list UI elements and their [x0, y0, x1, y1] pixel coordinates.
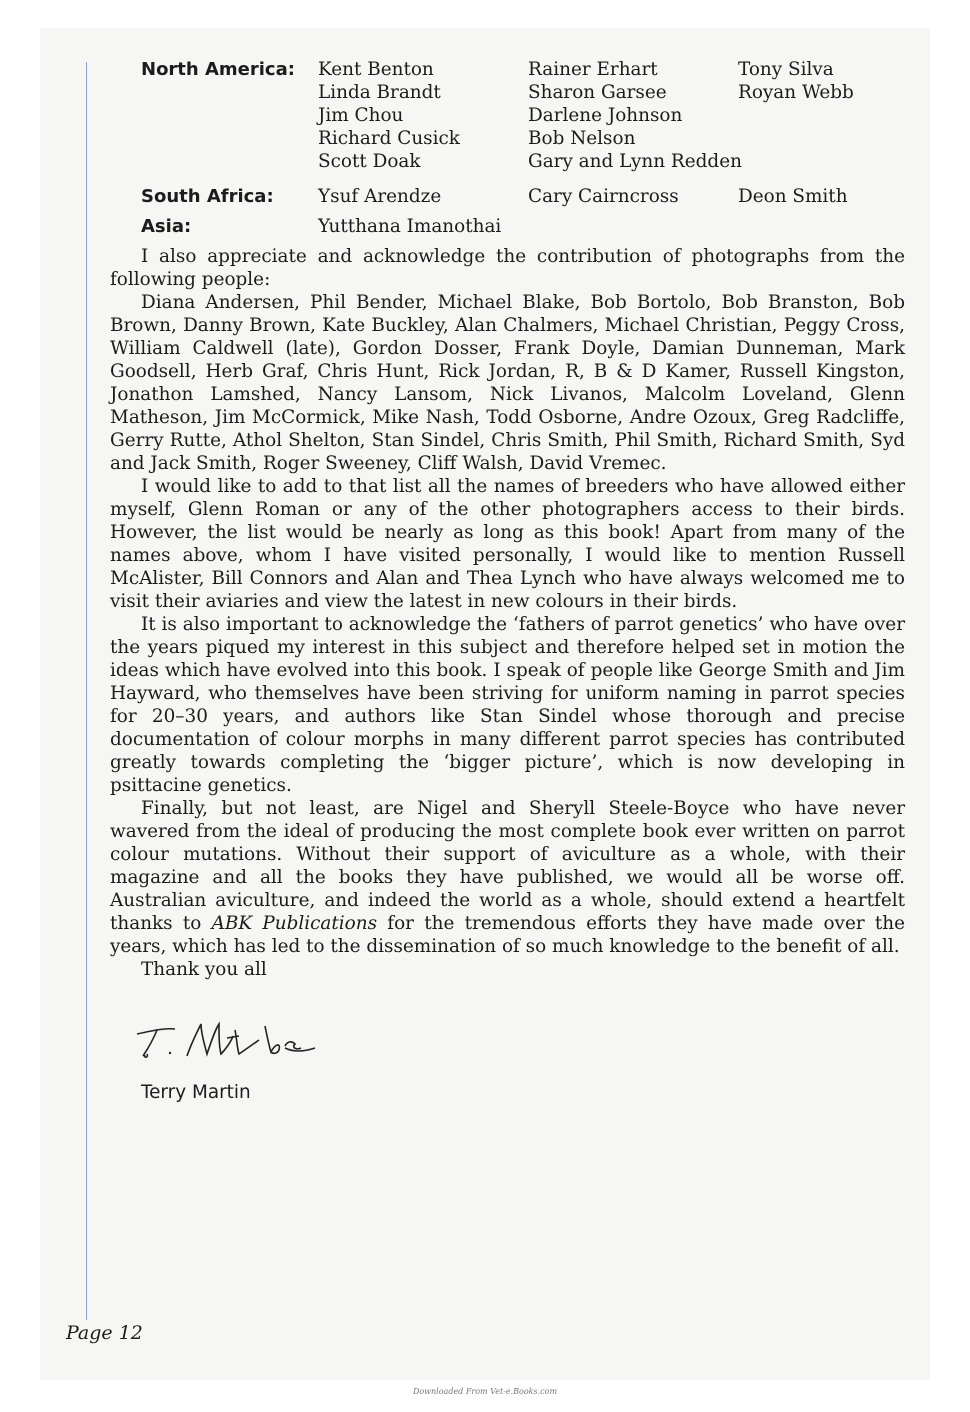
contributor-name: Richard Cusick — [318, 128, 460, 149]
contributor-name: Linda Brandt — [318, 82, 441, 103]
contributor-name: Cary Cairncross — [528, 186, 679, 207]
name-column — [528, 185, 738, 208]
margin-rule — [86, 62, 87, 1320]
publisher-name: ABK Publications — [211, 913, 378, 934]
region-label: Asia: — [141, 216, 192, 237]
name-column — [738, 58, 948, 173]
paragraph: I would like to add to that list all the names of breeders who have allowed either myself, Glenn Roman or any of the other photographers access to their birds. However, the list would be nearly as long as this book! Apart from many of the names above, whom I have visited personally, I would like to mention Russell McAlister, Bill Connors and Alan and Thea Lynch who have always welcomed me to visit their aviaries and view the latest in new colours in their birds. — [110, 476, 905, 612]
acknowledgements-body — [110, 58, 905, 981]
text-run: Finally, but not least, are Nigel and Sheryll Steele-Boyce who have never wavered from the ideal of producing the most complete book ever written on parrot colour mutations. Without their support of aviculture as a whole, with their magazine and all the books they have published, we would all be worse off. Australian aviculture, and indeed the world as a whole, should extend a heartfelt thanks to — [110, 798, 905, 934]
contributor-name: Kent Benton — [318, 59, 434, 80]
name-column — [318, 185, 528, 208]
paragraph: I also appreciate and acknowledge the contribution of photographs from the following people: — [110, 246, 905, 290]
paragraph: It is also important to acknowledge the ‘fathers of parrot genetics’ who have over the years piqued my interest in this subject and therefore helped set in motion the ideas which have evolved into this book. I speak of people like George Smith and Jim Hayward, who themselves have been striving for uniform naming in parrot species for 20–30 years, and authors like Stan Sindel whose thorough and precise documentation of colour morphs in many different parrot species has contributed greatly towards completing the ‘bigger picture’, which is now developing in psittacine genetics. — [110, 614, 905, 796]
contributor-name: Darlene Johnson — [528, 105, 683, 126]
contributor-name: Rainer Erhart — [528, 59, 658, 80]
region-asia — [110, 215, 905, 238]
region-names — [318, 58, 948, 173]
contributor-name: Gary and Lynn Redden — [528, 151, 742, 172]
name-column — [318, 215, 528, 238]
paragraph-final — [110, 797, 905, 958]
contributor-name: Tony Silva — [738, 59, 834, 80]
contributor-name: Ysuf Arendze — [318, 186, 442, 207]
region-label: South Africa: — [141, 186, 274, 207]
contributor-name: Bob Nelson — [528, 128, 636, 149]
contributor-name: Deon Smith — [738, 186, 848, 207]
author-name: Terry Martin — [141, 1082, 251, 1103]
page-number: Page 12 — [66, 1322, 143, 1344]
closing-line: Thank you all — [141, 959, 267, 980]
contributor-name: Jim Chou — [318, 105, 404, 126]
region-label: North America: — [141, 59, 295, 80]
contributor-name: Royan Webb — [738, 82, 854, 103]
contributor-name: Sharon Garsee — [528, 82, 667, 103]
name-column — [738, 185, 948, 208]
paragraph: Diana Andersen, Phil Bender, Michael Blake, Bob Bortolo, Bob Branston, Bob Brown, Danny Brown, Kate Buckley, Alan Chalmers, Michael Christian, Peggy Cross, William Caldwell (late), Gordon Dosser, Frank Doyle, Damian Dunneman, Mark Goodsell, Herb Graf, Chris Hunt, Rick Jordan, R, B & D Kamer, Russell Kingston, Jonathon Lamshed, Nancy Lansom, Nick Livanos, Malcolm Loveland, Glenn Matheson, Jim McCormick, Mike Nash, Todd Osborne, Andre Ozoux, Greg Radcliffe, Gerry Rutte, Athol Shelton, Stan Sindel, Chris Smith, Phil Smith, Richard Smith, Syd and Jack Smith, Roger Sweeney, Cliff Walsh, David Vremec. — [110, 292, 905, 474]
region-north-america — [110, 58, 905, 173]
region-south-africa — [110, 185, 905, 208]
region-names — [318, 215, 528, 238]
name-column — [528, 58, 742, 173]
name-column — [318, 58, 528, 173]
contributor-name: Yutthana Imanothai — [318, 216, 502, 237]
region-names — [318, 185, 948, 208]
text-run: for the tremendous efforts they have made over the years, which has led to the dissemination of so much knowledge to the benefit of all. — [110, 913, 905, 957]
signature-image — [135, 1020, 335, 1060]
footer-note: Downloaded From Vet-e.Books.com — [412, 1387, 558, 1396]
contributor-name: Scott Doak — [318, 151, 421, 172]
